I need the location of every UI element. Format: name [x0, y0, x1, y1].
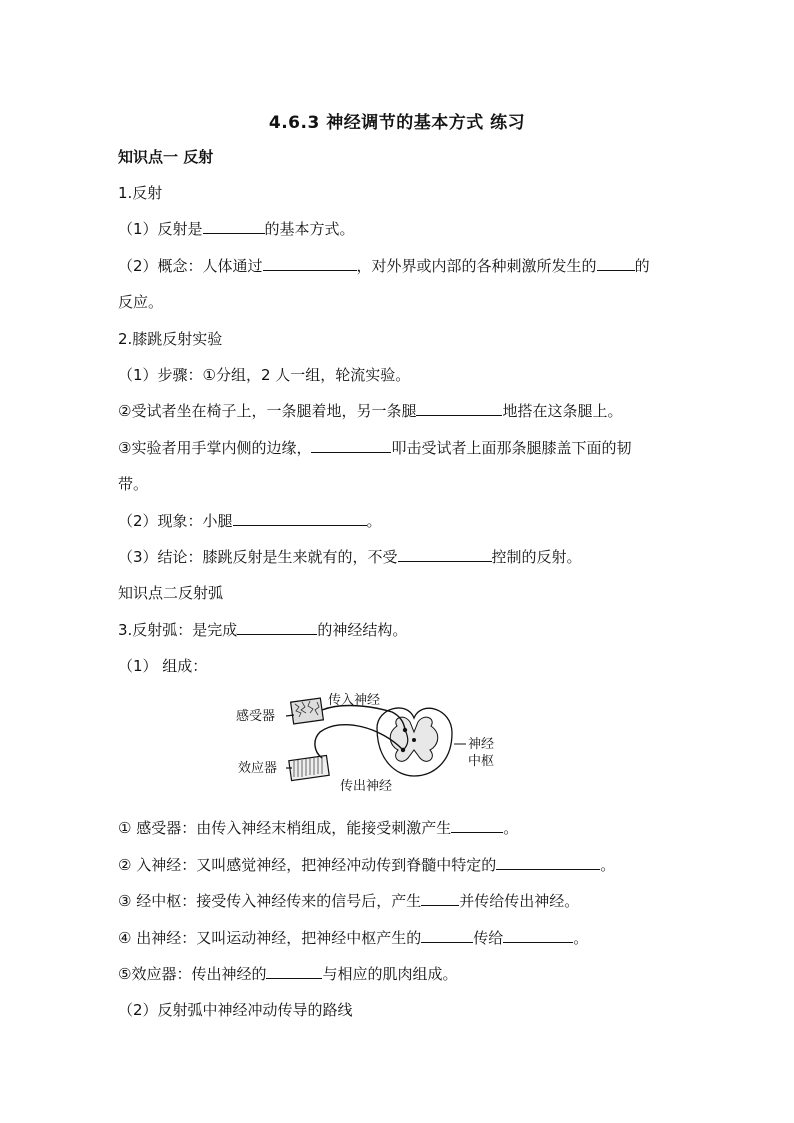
answer-blank[interactable] — [503, 928, 573, 943]
text: 地搭在这条腿上。 — [502, 402, 623, 420]
item-afferent — [118, 855, 615, 875]
answer-blank[interactable] — [421, 928, 473, 943]
answer-blank[interactable] — [263, 256, 357, 271]
label-receptor: 感受器 — [236, 709, 276, 724]
answer-blank[interactable] — [266, 964, 322, 979]
text: 传给 — [473, 929, 504, 947]
text: 并传给传出神经。 — [459, 892, 580, 910]
answer-blank[interactable] — [597, 256, 635, 271]
q2-title: 2.膝跳反射实验 — [118, 330, 223, 348]
item-effector — [118, 964, 457, 984]
answer-blank[interactable] — [451, 818, 503, 833]
text: ②受试者坐在椅子上，一条腿着地，另一条腿 — [118, 402, 417, 420]
q2-step3 — [118, 438, 631, 458]
q2-step2 — [118, 401, 622, 421]
text: 与相应的肌肉组成。 — [322, 965, 458, 983]
text: 。 — [366, 512, 382, 530]
text: （1）反射是 — [118, 220, 203, 238]
label-effector: 效应器 — [238, 761, 278, 776]
text: ④ 出神经：又叫运动神经，把神经中枢产生的 — [118, 929, 422, 947]
q2-step3-cont: 带。 — [118, 475, 149, 493]
text: ，对外界或内部的各种刺激所发生的 — [356, 257, 597, 275]
text: （2）概念：人体通过 — [118, 257, 263, 275]
text: 控制的反射。 — [491, 548, 582, 566]
text: ① 感受器：由传入神经末梢组成，能接受刺激产生 — [118, 819, 452, 837]
text: 的基本方式。 — [264, 220, 355, 238]
answer-blank[interactable] — [421, 891, 459, 906]
effector-shape — [289, 755, 329, 780]
label-center-2: 中枢 — [468, 754, 495, 769]
section-heading-reflex: 知识点一 反射 — [118, 148, 214, 166]
answer-blank[interactable] — [203, 219, 265, 234]
item-efferent — [118, 928, 588, 948]
q3-composition: （1） 组成： — [118, 657, 208, 675]
q1-part2 — [118, 256, 650, 276]
q2-conclusion — [118, 547, 582, 567]
q3-title — [118, 620, 407, 640]
text: ③实验者用手掌内侧的边缘， — [118, 439, 312, 457]
text: （3）结论：膝跳反射是生来就有的，不受 — [118, 548, 398, 566]
q3-route: （2）反射弧中神经冲动传导的路线 — [118, 1001, 353, 1019]
text: 。 — [573, 929, 589, 947]
q2-phenomenon — [118, 511, 382, 531]
section-heading-reflex-arc: 知识点二反射弧 — [118, 584, 224, 602]
answer-blank[interactable] — [237, 620, 317, 635]
item-center — [118, 891, 579, 911]
q2-step1: （1）步骤：①分组，2 人一组，轮流实验。 — [118, 366, 411, 384]
answer-blank[interactable] — [496, 855, 600, 870]
page-title: 4.6.3 神经调节的基本方式 练习 — [268, 113, 526, 133]
q1-title: 1.反射 — [118, 184, 163, 202]
answer-blank[interactable] — [416, 401, 502, 416]
answer-blank[interactable] — [398, 547, 492, 562]
text: 。 — [600, 856, 616, 874]
label-afferent-nerve: 传入神经 — [328, 693, 381, 708]
text: ② 入神经：又叫感觉神经，把神经冲动传到脊髓中特定的 — [118, 856, 497, 874]
answer-blank[interactable] — [311, 438, 391, 453]
spinal-cord-shape — [377, 708, 452, 776]
text: 。 — [503, 819, 519, 837]
q1-part2-cont: 反应。 — [118, 293, 164, 311]
text: 的神经结构。 — [317, 621, 408, 639]
text: 的 — [634, 257, 650, 275]
q1-part1 — [118, 219, 355, 239]
answer-blank[interactable] — [233, 511, 367, 526]
text: 叩击受试者上面那条腿膝盖下面的韧 — [391, 439, 632, 457]
item-receptor — [118, 818, 518, 838]
text: ③ 经中枢：接受传入神经传来的信号后，产生 — [118, 892, 422, 910]
receptor-shape — [291, 698, 324, 724]
label-efferent-nerve: 传出神经 — [340, 779, 393, 794]
text: ⑤效应器：传出神经的 — [118, 965, 267, 983]
reflex-arc-diagram — [232, 688, 512, 798]
label-center-1: 神经 — [468, 737, 495, 752]
text: 3.反射弧：是完成 — [118, 621, 238, 639]
text: （2）现象：小腿 — [118, 512, 233, 530]
